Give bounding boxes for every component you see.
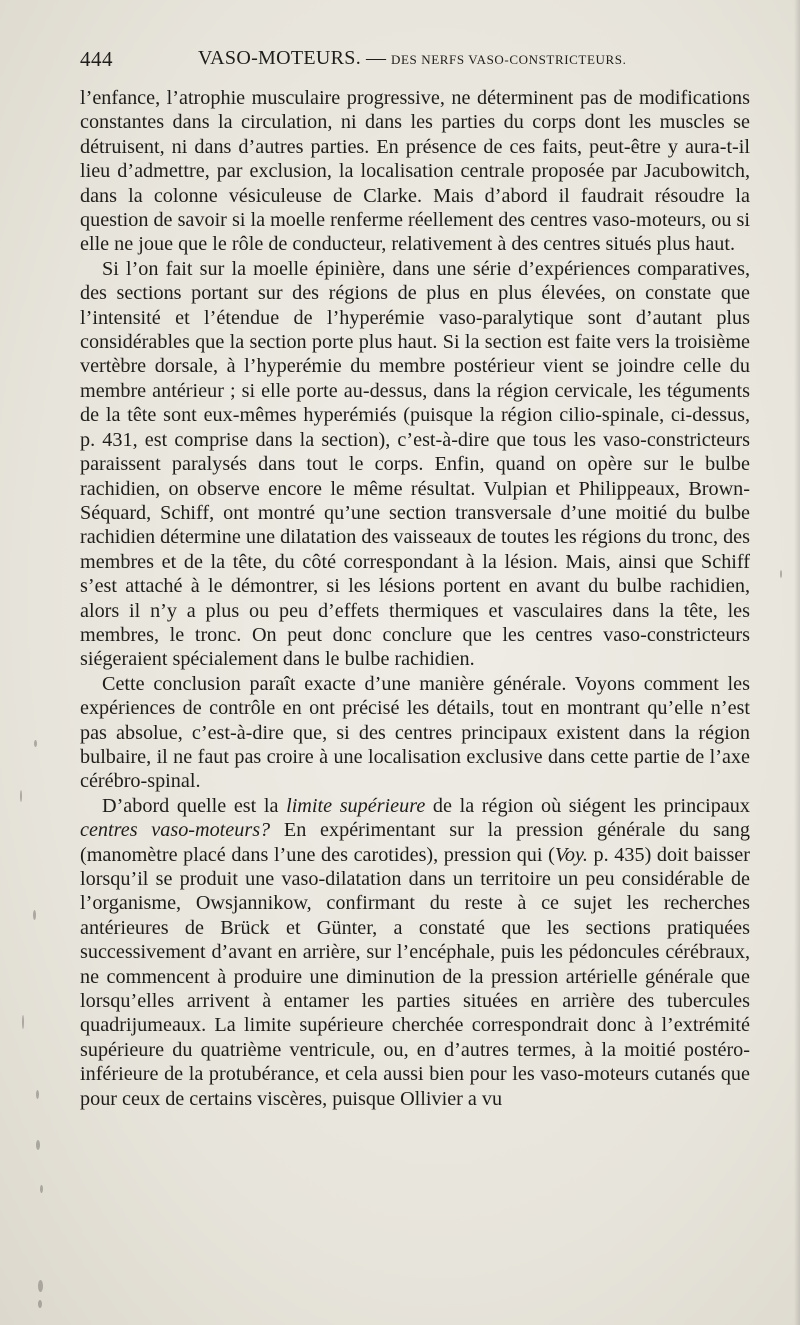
italic-voy: Voy. [554,843,588,866]
page-number: 444 [80,47,113,71]
margin-speck [40,1185,43,1193]
running-subtitle: DES NERFS VASO-CONSTRICTEURS. [391,52,627,67]
running-head-separator: — [366,47,387,69]
margin-speck [36,1140,40,1150]
margin-speck [780,570,782,578]
paragraph-1: l’enfance, l’atrophie musculaire progressive, ne déterminent pas de modifications constantes dans la circulation, ni dans les parties du corps dont les muscles se détruisent, ni dans d’autres parties. En présence de ces faits, peut-être y aura-t-il lieu d’admettre, par exclusion, la localisation centrale proposée par Jacubowitch, dans la colonne vésiculeuse de Clarke. Mais d’abord il faudrait résoudre la question de savoir si la moelle renferme réellement des centres vaso-moteurs, ou si elle ne joue que le rôle de conducteur, relativement à des centres situés plus haut. [80,87,750,256]
margin-speck [33,910,36,920]
margin-speck [38,1280,43,1292]
italic-limite-superieure: limite supérieure [286,794,426,817]
running-title: VASO-MOTEURS. [198,47,362,69]
paragraph-4-text-after-em: En expérimentant sur la pression générale du sang (manomètre placé dans l’une des carotides), pression qui ( [80,819,750,866]
paragraph-4-text-rest: p. 435) doit baisser lorsqu’il se produit une vaso-dilatation dans un territoire un peu considérable de l’organisme, Owsjannikow, confirmant du reste à ce sujet les recherches antérieures de Brück et Günter, a constaté que les sections pratiquées successivement d’avant en arrière, sur l’encéphale, puis les pédoncules cérébraux, ne commencent à produire une diminution de la pression artérielle générale que lorsqu’elles arrivent à entamer les parties situées en arrière des tubercules quadrijumeaux. La limite supérieure cherchée correspondrait donc à l’extrémité supérieure du quatrième ventricule, ou, en d’autres termes, à la moitié postéro-inférieure de la protubérance, et cela aussi bien pour les vaso-moteurs cutanés que pour ceux de certains viscères, puisque Ollivier a vu [80,843,750,1110]
paragraph-4-text-before: D’abord quelle est la [102,794,287,817]
margin-speck [22,1015,24,1029]
italic-centres-vaso-moteurs: centres vaso-moteurs? [80,819,271,842]
page-header [80,47,750,75]
margin-speck [34,740,37,747]
margin-speck [20,790,22,802]
running-head [198,47,626,70]
paragraph-4 [80,794,750,1111]
paragraph-2: Si l’on fait sur la moelle épinière, dans une série d’expériences comparatives, des sections portant sur des régions de plus en plus élevées, on constate que l’intensité et l’étendue de l’hyperémie vaso-paralytique sont d’autant plus considérables que la section porte plus haut. Si la section est faite vers la troisième vertèbre dorsale, à l’hyperémie du membre postérieur vient se joindre celle du membre antérieur ; si elle porte au-dessus, dans la région cervicale, les téguments de la tête sont eux-mêmes hyperémiés (puisque la région cilio-spinale, ci-dessus, p. 431, est comprise dans la section), c’est-à-dire que tous les vaso-constricteurs paraissent paralysés dans tout le corps. Enfin, quand on opère sur le bulbe rachidien, on observe encore le même résultat. Vulpian et Philippeaux, Brown-Séquard, Schiff, ont montré qu’une section transversale d’une moitié du bulbe rachidien détermine une dilatation des vaisseaux de toutes les régions du tronc, des membres et de la tête, du côté correspondant à la lésion. Mais, ainsi que Schiff s’est attaché à le démontrer, si les lésions portent en avant du bulbe rachidien, alors il n’y a plus ou peu d’effets thermiques et vasculaires dans la tête, les membres, le tronc. On peut donc conclure que les centres vaso-constricteurs siégeraient spécialement dans le bulbe rachidien. [80,257,750,671]
paragraph-4-text-between: de la région où siégent les principaux [425,794,750,817]
body-text [80,86,750,1111]
paragraph-3: Cette conclusion paraît exacte d’une manière générale. Voyons comment les expériences de contrôle en ont précisé les détails, tout en montrant qu’elle n’est pas absolue, c’est-à-dire que, si des centres principaux existent dans la région bulbaire, il ne faut pas croire à une localisation exclusive dans cette partie de l’axe cérébro-spinal. [80,672,750,793]
margin-speck [36,1090,39,1099]
page-edge-shadow [794,0,800,1325]
margin-speck [38,1300,42,1308]
